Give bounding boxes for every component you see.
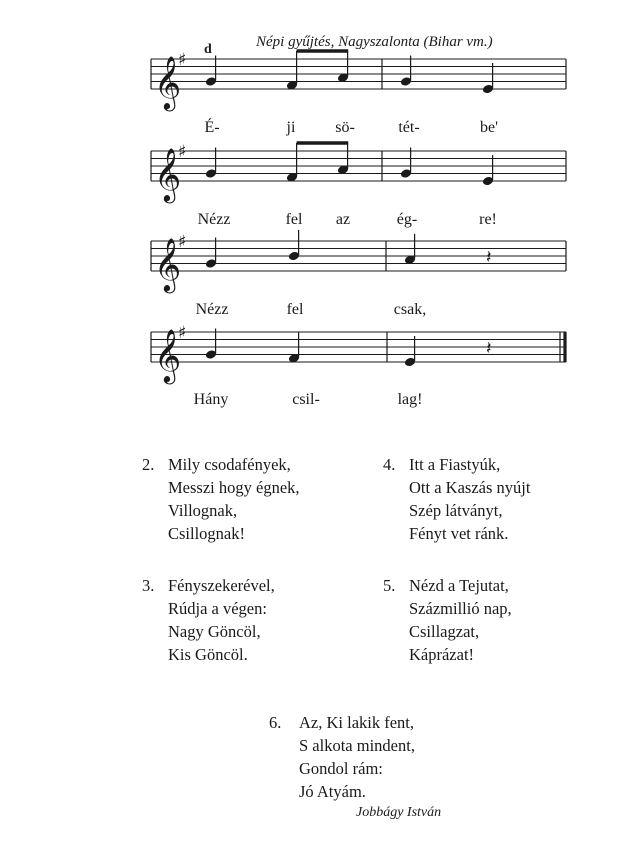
lyric-syllable: re!	[479, 211, 497, 228]
stanza-line: Nagy Göncöl,	[168, 622, 261, 641]
stanza-line: Szép látványt,	[409, 501, 503, 520]
stanza-3	[142, 574, 275, 666]
stanza-line: Fényt vet ránk.	[409, 524, 509, 543]
lyric-syllable: csak,	[393, 301, 427, 318]
treble-clef-icon: 𝄞	[154, 147, 182, 201]
sharp-icon: ♯	[178, 142, 187, 162]
lyric-syllable: Nézz	[197, 211, 231, 228]
attribution: Népi gyűjtés, Nagyszalonta (Bihar vm.)	[256, 34, 493, 50]
lyric-syllable: É-	[204, 119, 220, 136]
stanza-line: Százmillió nap,	[409, 599, 512, 618]
lyric-syllable: csil-	[292, 391, 320, 408]
stanza-6	[269, 711, 415, 803]
lyric-syllable: lag!	[397, 391, 423, 408]
lyric-syllable: az	[335, 211, 351, 228]
stanza-line: Mily csodafények,	[168, 455, 291, 474]
stanza-line: Fényszekerével,	[168, 576, 275, 595]
lyric-syllable: sö-	[335, 119, 355, 136]
stanza-5	[383, 574, 512, 666]
stanza-line: Csillognak!	[168, 524, 245, 543]
stanza-line: Az, Ki lakik fent,	[299, 713, 415, 732]
sharp-icon: ♯	[178, 50, 187, 70]
stanza-line: Rúdja a végen:	[168, 599, 267, 618]
treble-clef-icon: 𝄞	[154, 237, 182, 291]
stanza-4	[383, 453, 531, 545]
lyric-syllable: fel	[285, 211, 303, 228]
stanza-line: Messzi hogy égnek,	[168, 478, 300, 497]
stanza-line: Jó Atyám.	[299, 782, 366, 801]
stanza-2	[142, 453, 300, 545]
treble-clef-icon: 𝄞	[154, 328, 182, 382]
stanza-number: 3.	[142, 576, 155, 595]
author: Jobbágy István	[356, 805, 442, 820]
key-letter: d	[204, 42, 212, 57]
lyric-syllable: Hány	[193, 391, 229, 408]
stanza-line: Gondol rám:	[299, 759, 383, 778]
lyric-syllable: Nézz	[195, 301, 229, 318]
lyric-syllable: be'	[480, 119, 498, 136]
stanza-line: S alkota mindent,	[299, 736, 415, 755]
stanza-line: Villognak,	[168, 501, 238, 520]
stanza-line: Káprázat!	[409, 645, 475, 664]
stanza-line: Itt a Fiastyúk,	[409, 455, 501, 474]
stanza-line: Ott a Kaszás nyújt	[409, 478, 531, 497]
quarter-rest-icon: 𝄽	[486, 338, 492, 359]
treble-clef-icon: 𝄞	[154, 55, 182, 109]
stanza-line: Nézd a Tejutat,	[409, 576, 509, 595]
lyric-syllable: tét-	[398, 119, 420, 136]
stanza-number: 5.	[383, 576, 396, 595]
stanza-number: 2.	[142, 455, 155, 474]
sharp-icon: ♯	[178, 232, 187, 252]
stanza-line: Kis Göncöl.	[168, 645, 248, 664]
lyric-syllable: fel	[286, 301, 304, 318]
stanza-number: 4.	[383, 455, 396, 474]
sharp-icon: ♯	[178, 323, 187, 343]
stanza-number: 6.	[269, 713, 282, 732]
lyric-syllable: ég-	[396, 211, 418, 228]
stanza-line: Csillagzat,	[409, 622, 480, 641]
lyric-syllable: ji	[286, 119, 296, 136]
quarter-rest-icon: 𝄽	[486, 247, 492, 268]
